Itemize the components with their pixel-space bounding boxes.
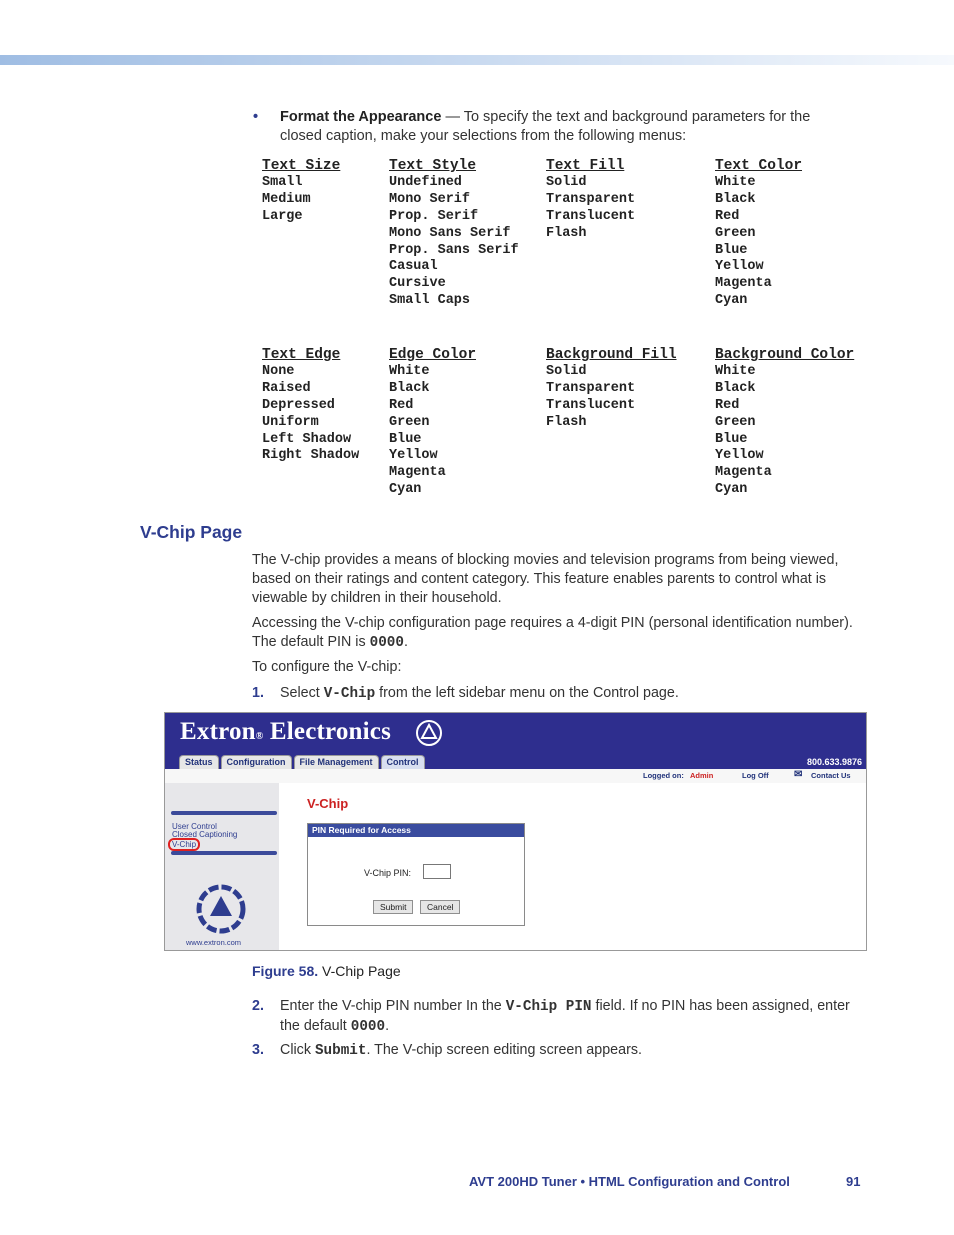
pin-input[interactable] [423, 864, 451, 879]
step-2-code-2: 0000 [350, 1019, 386, 1035]
menu-option: Uniform [262, 414, 319, 430]
menu-option: Yellow [715, 448, 764, 464]
step-3 [252, 1041, 872, 1061]
sidebar-divider [171, 851, 277, 855]
menu-option: White [715, 174, 756, 190]
footer-title: AVT 200HD Tuner • HTML Configuration and Control [469, 1174, 790, 1189]
figure-title: V-Chip Page [322, 963, 401, 979]
menu-option: White [715, 363, 756, 379]
menu-option: Green [389, 414, 430, 430]
menu-option: Black [389, 380, 430, 396]
sidebar-divider [171, 811, 277, 815]
menu-option: Cyan [715, 293, 748, 309]
pin-box-title: PIN Required for Access [308, 824, 524, 837]
menu-group [262, 158, 340, 226]
paragraph-pin [252, 614, 872, 653]
menu-group-header: Text Size [262, 158, 341, 174]
menu-option: Cyan [715, 482, 748, 498]
menu-group-header: Text Style [389, 158, 477, 174]
sidebar-item-vchip[interactable]: V-Chip [168, 838, 200, 851]
log-off-link[interactable]: Log Off [742, 771, 769, 780]
menu-group-header: Edge Color [389, 347, 477, 363]
bullet-format-appearance [253, 108, 853, 146]
menu-group-header: Background Color [715, 347, 855, 363]
menu-option: Magenta [715, 465, 772, 481]
menu-option: Small [262, 174, 303, 190]
menu-option: Left Shadow [262, 431, 352, 447]
menu-option: Solid [546, 174, 587, 190]
page-number: 91 [846, 1174, 861, 1189]
phone-number: 800.633.9876 [806, 757, 862, 767]
menu-option: White [389, 363, 430, 379]
menu-group [389, 158, 519, 310]
menu-group [546, 347, 677, 432]
pin-code: 0000 [369, 635, 404, 651]
section-title: V-Chip Page [140, 522, 243, 542]
menu-group-header: Text Color [715, 158, 803, 174]
menu-option: Flash [546, 225, 587, 241]
menu-group-header: Text Edge [262, 347, 341, 363]
pin-label: V-Chip PIN: [364, 868, 412, 878]
paragraph-configure: To configure the V-chip: [252, 659, 402, 675]
menu-option: Mono Serif [389, 191, 471, 207]
menu-option: Large [262, 208, 303, 224]
menu-option: Red [715, 208, 740, 224]
contact-us-link[interactable]: Contact Us [811, 771, 851, 780]
menu-option: Prop. Serif [389, 208, 479, 224]
tab-file-management[interactable]: File Management [294, 755, 379, 769]
menu-option: Mono Sans Serif [389, 225, 511, 241]
menu-option: Casual [389, 259, 438, 275]
logged-on-label: Logged on: [643, 771, 684, 780]
step-2-text-c: . [385, 1018, 390, 1034]
service-support-solutions-icon [195, 883, 247, 935]
bullet-text [280, 108, 853, 146]
step-2-code: V-Chip PIN [505, 999, 592, 1015]
page-title: V-Chip [307, 796, 349, 811]
menu-option: Cyan [389, 482, 422, 498]
menu-option: None [262, 363, 295, 379]
pin-end: . [403, 634, 408, 650]
sidebar [165, 783, 279, 950]
extron-header-band [165, 713, 866, 769]
paragraph-intro: The V-chip provides a means of blocking movies and television programs from being viewed, based on their ratings and content category. This feature enables parents to control what is viewable by children in their household. [252, 552, 839, 606]
menu-option: Magenta [715, 276, 772, 292]
menu-option: Transparent [546, 191, 636, 207]
menu-option: Red [715, 397, 740, 413]
menu-group [715, 347, 854, 499]
figure-number: Figure 58. [252, 963, 319, 979]
menu-option: Yellow [715, 259, 764, 275]
logo-word-1: Extron [180, 718, 256, 745]
step-2 [252, 997, 872, 1037]
menu-group [389, 347, 476, 499]
step-3-text-a: Click [280, 1042, 315, 1058]
extron-triangle-logo-icon [415, 719, 443, 747]
step-text [280, 684, 872, 704]
menu-option: Green [715, 414, 756, 430]
step-1 [252, 684, 872, 704]
step-2-text-a: Enter the V-chip PIN number In the [280, 998, 506, 1014]
bullet-label: Format the Appearance [280, 109, 442, 125]
envelope-icon: ✉ [794, 769, 803, 780]
logo-registered: ® [255, 731, 264, 742]
menu-option: Prop. Sans Serif [389, 242, 519, 258]
menu-option: Translucent [546, 397, 636, 413]
logged-on-user: Admin [690, 771, 714, 780]
step-3-text-b: . The V-chip screen editing screen appears. [366, 1042, 642, 1058]
menu-option: Transparent [546, 380, 636, 396]
menu-option: Blue [715, 431, 748, 447]
content-area [279, 783, 866, 950]
menu-option: Black [715, 191, 756, 207]
menu-option: Flash [546, 414, 587, 430]
menu-group [546, 158, 635, 243]
step-number: 1. [252, 685, 264, 701]
menu-group-header: Text Fill [546, 158, 625, 174]
menu-option: Blue [389, 431, 422, 447]
menu-option: Cursive [389, 276, 446, 292]
menu-option: Small Caps [389, 293, 471, 309]
menu-group [715, 158, 802, 310]
menu-option: Medium [262, 191, 311, 207]
step-1-code: V-Chip [323, 686, 376, 702]
menu-group-header: Background Fill [546, 347, 677, 363]
cancel-button[interactable]: Cancel [420, 900, 460, 914]
step-1-text-a: Select [280, 685, 324, 701]
bullet-icon: • [253, 109, 259, 125]
submit-button[interactable]: Submit [373, 900, 413, 914]
pin-box [307, 823, 525, 926]
step-2-text-b: field. If no PIN has been assigned, enter the default [280, 998, 850, 1034]
menu-group [262, 347, 359, 465]
pin-text: Accessing the V-chip configuration page requires a 4-digit PIN (personal identification number). The default PIN is [252, 615, 853, 650]
menu-option: Raised [262, 380, 311, 396]
tab-control[interactable]: Control [381, 755, 425, 769]
vchip-screenshot [164, 712, 867, 951]
menu-option: Yellow [389, 448, 438, 464]
tab-status[interactable]: Status [179, 755, 219, 769]
step-text [280, 1041, 872, 1061]
menu-option: Magenta [389, 465, 446, 481]
tab-configuration[interactable]: Configuration [221, 755, 292, 769]
website-link[interactable]: www.extron.com [186, 938, 242, 947]
step-text [280, 997, 872, 1037]
step-number: 3. [252, 1042, 264, 1058]
menu-option: Depressed [262, 397, 335, 413]
bullet-body: — To specify the text and background parameters for the closed caption, make your selections from the following menus: [280, 109, 811, 144]
menu-option: Right Shadow [262, 448, 360, 464]
menu-option: Green [715, 225, 756, 241]
status-bar [165, 769, 866, 783]
step-number: 2. [252, 998, 264, 1014]
sidebar-item-user-control[interactable]: User Control [172, 822, 217, 831]
step-1-text-b: from the left sidebar menu on the Control page. [375, 685, 679, 701]
step-3-code: Submit [314, 1043, 367, 1059]
logo-word-2: Electronics [263, 718, 392, 745]
menu-option: Blue [715, 242, 748, 258]
main-tabs [179, 755, 425, 769]
extron-logo [180, 718, 391, 746]
figure-caption [252, 963, 401, 979]
menu-option: Undefined [389, 174, 462, 190]
header-gradient-bar [0, 55, 954, 65]
menu-option: Red [389, 397, 414, 413]
sidebar-item-closed-captioning[interactable]: Closed Captioning [172, 830, 238, 839]
menu-option: Solid [546, 363, 587, 379]
menu-option: Translucent [546, 208, 636, 224]
menu-option: Black [715, 380, 756, 396]
